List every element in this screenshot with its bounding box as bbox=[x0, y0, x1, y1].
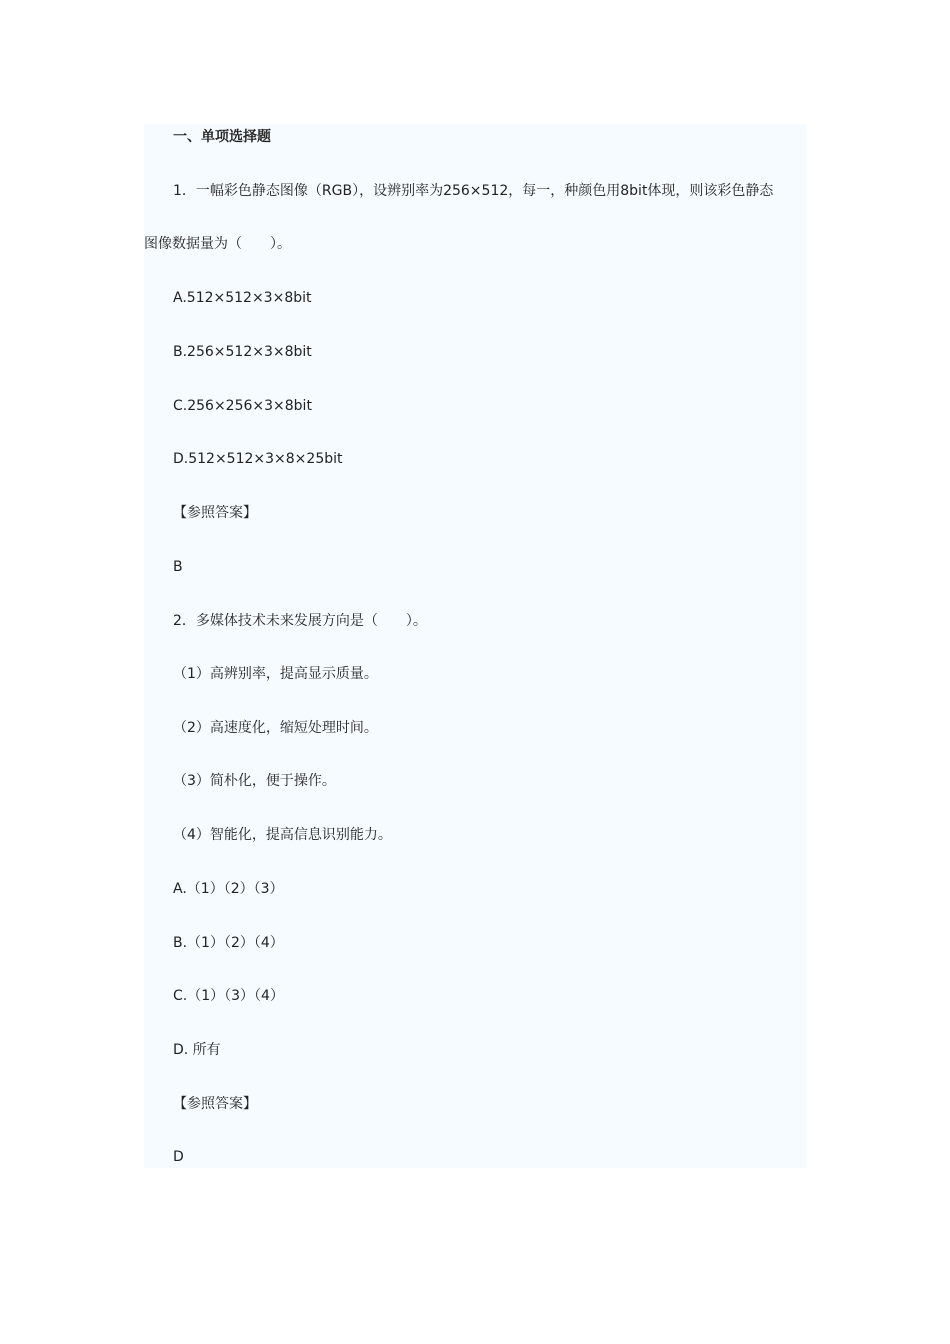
question-2-option-c: C.（1）（3）（4） bbox=[173, 988, 284, 1004]
question-2-item-4: （4）智能化，提高信息识别能力。 bbox=[173, 827, 392, 843]
section-title: 一、单项选择题 bbox=[173, 129, 271, 145]
question-2-answer: D bbox=[173, 1149, 184, 1165]
content-panel bbox=[144, 124, 806, 1168]
question-2-stem: 2．多媒体技术未来发展方向是（ ）。 bbox=[173, 613, 427, 629]
question-2-item-1: （1）高辨别率，提高显示质量。 bbox=[173, 666, 378, 682]
question-1-answer-label: 【参照答案】 bbox=[173, 505, 257, 521]
question-2-option-d: D. 所有 bbox=[173, 1042, 221, 1058]
question-1-option-b: B.256×512×3×8bit bbox=[173, 344, 312, 360]
question-2-option-a: A.（1）（2）（3） bbox=[173, 881, 284, 897]
question-2-answer-label: 【参照答案】 bbox=[173, 1096, 257, 1112]
question-1-stem-continued: 图像数据量为（ ）。 bbox=[144, 236, 291, 252]
question-2-option-b: B.（1）（2）（4） bbox=[173, 935, 284, 951]
question-1-option-a: A.512×512×3×8bit bbox=[173, 290, 312, 306]
question-1-stem: 1．一幅彩色静态图像（RGB），设辨别率为256×512，每一，种颜色用8bit体现，则该彩色静态 bbox=[173, 183, 774, 199]
question-2-item-3: （3）简朴化，便于操作。 bbox=[173, 773, 336, 789]
question-1-option-c: C.256×256×3×8bit bbox=[173, 398, 312, 414]
question-2-item-2: （2）高速度化，缩短处理时间。 bbox=[173, 720, 378, 736]
question-1-option-d: D.512×512×3×8×25bit bbox=[173, 451, 343, 467]
question-1-answer: B bbox=[173, 559, 183, 575]
